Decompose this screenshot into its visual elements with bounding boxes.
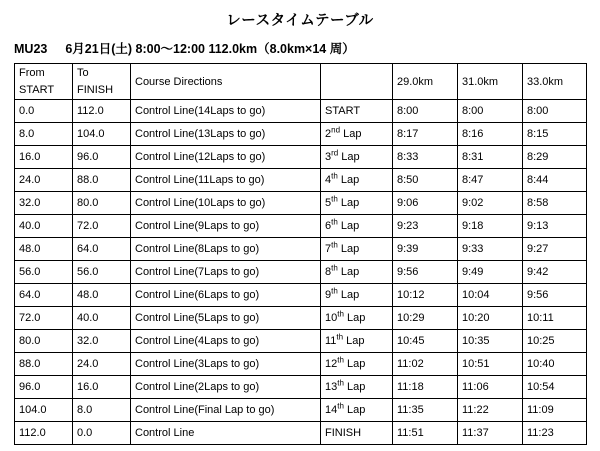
cell-time-31km: 9:33 [458,238,523,261]
column-header-from [15,64,73,100]
column-header-from-line1: From [19,67,45,79]
cell-time-29km: 8:00 [393,100,458,123]
cell-directions: Control Line(8Laps to go) [131,238,321,261]
table-row [15,123,587,146]
table-row [15,169,587,192]
cell-to: 16.0 [73,376,131,399]
cell-directions: Control Line(6Laps to go) [131,284,321,307]
race-info: 6月21日(土) 8:00〜12:00 112.0km（8.0km×14 周） [65,42,355,56]
cell-lap-word: Lap [340,128,362,140]
cell-time-31km: 8:47 [458,169,523,192]
cell-from: 48.0 [15,238,73,261]
cell-time-29km: 8:50 [393,169,458,192]
cell-time-29km: 10:12 [393,284,458,307]
table-row [15,399,587,422]
cell-lap-ordinal-suffix: th [337,401,344,411]
table-row [15,261,587,284]
column-header-speed-31: 31.0km [458,64,523,100]
cell-to: 24.0 [73,353,131,376]
cell-lap-number: 14 [325,404,338,416]
column-header-lap [321,64,393,100]
cell-lap-ordinal-suffix: th [336,332,344,342]
page-title: レースタイムテーブル [226,13,374,29]
cell-time-29km: 8:33 [393,146,458,169]
race-subtitle [14,39,600,57]
table-body [15,100,587,445]
table-row [15,422,587,445]
cell-lap-ordinal-suffix: th [337,355,344,365]
cell-time-31km: 8:16 [458,123,523,146]
cell-time-31km: 9:18 [458,215,523,238]
cell-lap-ordinal-suffix: th [331,286,338,296]
cell-lap-ordinal-suffix: th [331,217,338,227]
cell-from: 64.0 [15,284,73,307]
cell-time-29km: 10:45 [393,330,458,353]
cell-to: 112.0 [73,100,131,123]
cell-time-31km: 9:49 [458,261,523,284]
cell-lap-word: Lap [337,197,360,209]
cell-lap [321,169,393,192]
cell-to: 64.0 [73,238,131,261]
cell-lap-number: 5 [325,197,332,209]
cell-directions: Control Line(13Laps to go) [131,123,321,146]
cell-lap-word: Lap [338,151,360,163]
cell-lap-number: 8 [325,266,332,278]
cell-time-31km: 10:35 [458,330,523,353]
cell-time-33km: 10:40 [523,353,587,376]
cell-time-29km: 9:06 [393,192,458,215]
cell-time-31km: 10:51 [458,353,523,376]
cell-lap-word: Lap [337,266,360,278]
cell-directions: Control Line(10Laps to go) [131,192,321,215]
cell-lap-number: 12 [325,358,338,370]
cell-to: 48.0 [73,284,131,307]
cell-from: 16.0 [15,146,73,169]
cell-lap-number: 4 [325,174,332,186]
table-row [15,376,587,399]
cell-lap [321,238,393,261]
cell-lap-word: Lap [343,404,366,416]
cell-lap-ordinal-suffix: th [337,309,344,319]
cell-time-31km: 9:02 [458,192,523,215]
cell-to: 0.0 [73,422,131,445]
cell-from: 0.0 [15,100,73,123]
cell-from: 56.0 [15,261,73,284]
cell-directions: Control Line(3Laps to go) [131,353,321,376]
cell-lap-ordinal-suffix: th [331,263,338,273]
cell-lap: START [321,100,393,123]
cell-time-33km: 10:54 [523,376,587,399]
cell-lap-ordinal-suffix: th [331,171,338,181]
table-row [15,307,587,330]
column-header-speed-33: 33.0km [523,64,587,100]
cell-lap-word: Lap [343,381,366,393]
cell-lap [321,307,393,330]
cell-directions: Control Line(9Laps to go) [131,215,321,238]
cell-to: 72.0 [73,215,131,238]
cell-to: 8.0 [73,399,131,422]
cell-lap-ordinal-suffix: th [337,378,344,388]
cell-lap [321,215,393,238]
column-header-directions: Course Directions [131,64,321,100]
race-category: MU23 [14,42,48,56]
cell-from: 88.0 [15,353,73,376]
cell-from: 40.0 [15,215,73,238]
cell-lap-word: Lap [343,358,366,370]
cell-lap-number: 7 [325,243,332,255]
cell-to: 88.0 [73,169,131,192]
cell-lap [321,330,393,353]
cell-time-33km: 8:29 [523,146,587,169]
cell-time-31km: 11:06 [458,376,523,399]
cell-to: 104.0 [73,123,131,146]
cell-time-33km: 10:11 [523,307,587,330]
cell-from: 112.0 [15,422,73,445]
cell-time-29km: 11:02 [393,353,458,376]
cell-directions: Control Line(11Laps to go) [131,169,321,192]
cell-time-29km: 9:56 [393,261,458,284]
cell-lap-word: Lap [343,312,366,324]
cell-to: 56.0 [73,261,131,284]
cell-lap [321,261,393,284]
cell-lap [321,353,393,376]
cell-lap-word: Lap [337,220,360,232]
cell-lap-word: Lap [343,335,365,347]
table-row [15,192,587,215]
cell-to: 40.0 [73,307,131,330]
cell-lap-number: 10 [325,312,338,324]
cell-from: 24.0 [15,169,73,192]
cell-time-29km: 11:51 [393,422,458,445]
table-row [15,330,587,353]
document-page [0,9,600,451]
cell-lap [321,192,393,215]
cell-time-33km: 8:58 [523,192,587,215]
cell-time-33km: 9:27 [523,238,587,261]
column-header-from-line2: START [19,84,55,96]
cell-from: 8.0 [15,123,73,146]
column-header-to-line2: FINISH [77,84,114,96]
cell-lap [321,399,393,422]
cell-time-31km: 10:04 [458,284,523,307]
cell-lap-word: Lap [337,289,360,301]
cell-lap-word: Lap [337,243,360,255]
table-header [15,64,587,100]
table-row [15,284,587,307]
cell-time-31km: 8:00 [458,100,523,123]
cell-time-33km: 11:23 [523,422,587,445]
cell-time-33km: 9:56 [523,284,587,307]
cell-time-33km: 8:00 [523,100,587,123]
cell-to: 80.0 [73,192,131,215]
cell-time-29km: 9:39 [393,238,458,261]
cell-time-31km: 8:31 [458,146,523,169]
table-header-row [15,64,587,100]
column-header-to-line1: To [77,67,89,79]
cell-directions: Control Line(5Laps to go) [131,307,321,330]
cell-time-33km: 10:25 [523,330,587,353]
cell-lap-number: 3 [325,151,332,163]
cell-time-29km: 8:17 [393,123,458,146]
cell-lap [321,376,393,399]
cell-time-29km: 11:18 [393,376,458,399]
cell-from: 80.0 [15,330,73,353]
cell-directions: Control Line(7Laps to go) [131,261,321,284]
race-time-table [14,63,587,445]
cell-lap-number: 6 [325,220,332,232]
table-row [15,353,587,376]
cell-lap-ordinal-suffix: rd [331,148,339,158]
table-row [15,100,587,123]
column-header-to [73,64,131,100]
cell-from: 32.0 [15,192,73,215]
cell-time-31km: 11:22 [458,399,523,422]
cell-directions: Control Line(Final Lap to go) [131,399,321,422]
cell-time-33km: 9:42 [523,261,587,284]
cell-lap-number: 2 [325,128,332,140]
cell-directions: Control Line(12Laps to go) [131,146,321,169]
cell-time-31km: 11:37 [458,422,523,445]
cell-from: 72.0 [15,307,73,330]
cell-lap-ordinal-suffix: th [331,240,338,250]
cell-time-31km: 10:20 [458,307,523,330]
cell-time-29km: 10:29 [393,307,458,330]
cell-directions: Control Line(14Laps to go) [131,100,321,123]
cell-from: 96.0 [15,376,73,399]
cell-lap [321,146,393,169]
cell-directions: Control Line(4Laps to go) [131,330,321,353]
cell-directions: Control Line(2Laps to go) [131,376,321,399]
table-row [15,238,587,261]
cell-time-33km: 8:15 [523,123,587,146]
table-row [15,146,587,169]
cell-lap [321,284,393,307]
cell-to: 96.0 [73,146,131,169]
cell-to: 32.0 [73,330,131,353]
cell-time-29km: 9:23 [393,215,458,238]
cell-lap-number: 11 [325,335,337,347]
cell-directions: Control Line [131,422,321,445]
cell-lap: FINISH [321,422,393,445]
cell-lap-ordinal-suffix: th [331,194,338,204]
cell-from: 104.0 [15,399,73,422]
cell-lap-number: 9 [325,289,332,301]
column-header-speed-29: 29.0km [393,64,458,100]
cell-time-29km: 11:35 [393,399,458,422]
table-row [15,215,587,238]
cell-lap-word: Lap [337,174,360,186]
cell-time-33km: 9:13 [523,215,587,238]
cell-time-33km: 8:44 [523,169,587,192]
cell-lap [321,123,393,146]
cell-lap-ordinal-suffix: nd [331,125,341,135]
cell-time-33km: 11:09 [523,399,587,422]
cell-lap-number: 13 [325,381,338,393]
